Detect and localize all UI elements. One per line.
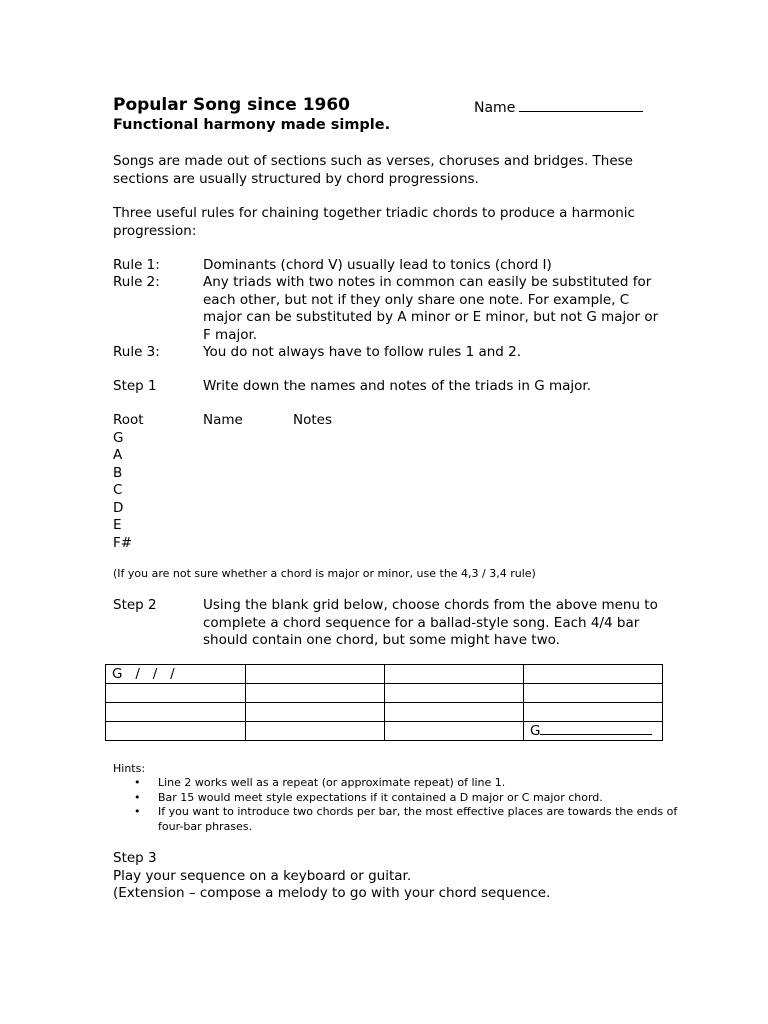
triad-root: C <box>113 482 123 498</box>
rule-2-text: Any triads with two notes in common can easily be substituted for each other, but not if they only share one note. For example, C major can be substituted by A minor or E minor, but not G major or F major. <box>203 274 659 343</box>
hints-label: Hints: <box>113 762 146 775</box>
grid-row <box>106 665 663 684</box>
grid-cell[interactable] <box>524 684 663 703</box>
grid-row <box>106 722 663 741</box>
hint-item: • Line 2 works well as a repeat (or approximate repeat) of line 1. <box>134 776 506 789</box>
major-minor-note: (If you are not sure whether a chord is major or minor, use the 4,3 / 3,4 rule) <box>113 567 536 580</box>
grid-cell[interactable] <box>246 665 385 684</box>
rules-intro-paragraph: Three useful rules for chaining together triadic chords to produce a harmonic progression: <box>113 205 635 239</box>
rule-1-text: Dominants (chord V) usually lead to tonics (chord I) <box>203 257 552 273</box>
intro-paragraph: Songs are made out of sections such as verses, choruses and bridges. These sections are usually structured by chord progressions. <box>113 153 633 187</box>
rule-3-label: Rule 3: <box>113 344 160 360</box>
grid-cell[interactable] <box>106 684 246 703</box>
page-title: Popular Song since 1960 <box>113 95 351 115</box>
grid-row <box>106 703 663 722</box>
bullet-icon: • <box>134 790 141 804</box>
name-field[interactable] <box>474 97 643 116</box>
triad-header-name: Name <box>203 412 243 428</box>
triad-header-notes: Notes <box>293 412 332 428</box>
grid-row <box>106 684 663 703</box>
grid-cell[interactable] <box>246 703 385 722</box>
rule-3-text: You do not always have to follow rules 1 and 2. <box>203 344 522 360</box>
grid-cell[interactable] <box>524 665 663 684</box>
step-2-label: Step 2 <box>113 597 157 613</box>
rule-2-label: Rule 2: <box>113 274 160 290</box>
triad-root: A <box>113 447 123 463</box>
final-chord: G <box>530 723 541 739</box>
chord-grid <box>105 664 663 741</box>
name-blank-line[interactable] <box>519 97 643 112</box>
grid-cell[interactable] <box>106 722 246 741</box>
grid-cell[interactable] <box>385 703 524 722</box>
grid-cell-bar-16[interactable] <box>524 722 663 741</box>
triad-root: G <box>113 429 124 446</box>
step-3-line-2: (Extension – compose a melody to go with your chord sequence. <box>113 885 551 901</box>
grid-cell-bar-1[interactable]: G / / / <box>106 665 246 684</box>
rule-1-label: Rule 1: <box>113 257 160 273</box>
hint-item: • Bar 15 would meet style expectations if it contained a D major or C major chord. <box>134 790 603 804</box>
triad-root: F# <box>113 534 133 551</box>
grid-cell[interactable] <box>385 665 524 684</box>
grid-cell[interactable] <box>246 722 385 741</box>
step-1-label: Step 1 <box>113 378 157 394</box>
grid-cell[interactable] <box>106 703 246 722</box>
triad-root: B <box>113 464 123 481</box>
grid-cell[interactable] <box>524 703 663 722</box>
triad-root: D <box>113 499 124 516</box>
step-1-text: Write down the names and notes of the triads in G major. <box>203 378 592 394</box>
triad-header-root: Root <box>113 412 144 428</box>
name-label: Name <box>474 100 516 116</box>
grid-cell[interactable] <box>385 684 524 703</box>
final-chord-blank <box>540 722 652 735</box>
bullet-icon: • <box>134 776 141 789</box>
hint-item: • If you want to introduce two chords per bar, the most effective places are towards the ends of four-bar phrases. <box>134 805 678 833</box>
grid-cell[interactable] <box>246 684 385 703</box>
step-3-line-1: Play your sequence on a keyboard or guitar. <box>113 867 412 884</box>
hints-list <box>113 776 703 834</box>
grid-cell[interactable] <box>385 722 524 741</box>
step-3-label: Step 3 <box>113 850 157 866</box>
bullet-icon: • <box>134 805 141 818</box>
triad-root: E <box>113 517 122 533</box>
step-2-text: Using the blank grid below, choose chords from the above menu to complete a chord sequence for a ballad-style song. Each 4/4 bar should contain one chord, but some might have two. <box>203 597 658 648</box>
page-subtitle: Functional harmony made simple. <box>113 117 391 133</box>
